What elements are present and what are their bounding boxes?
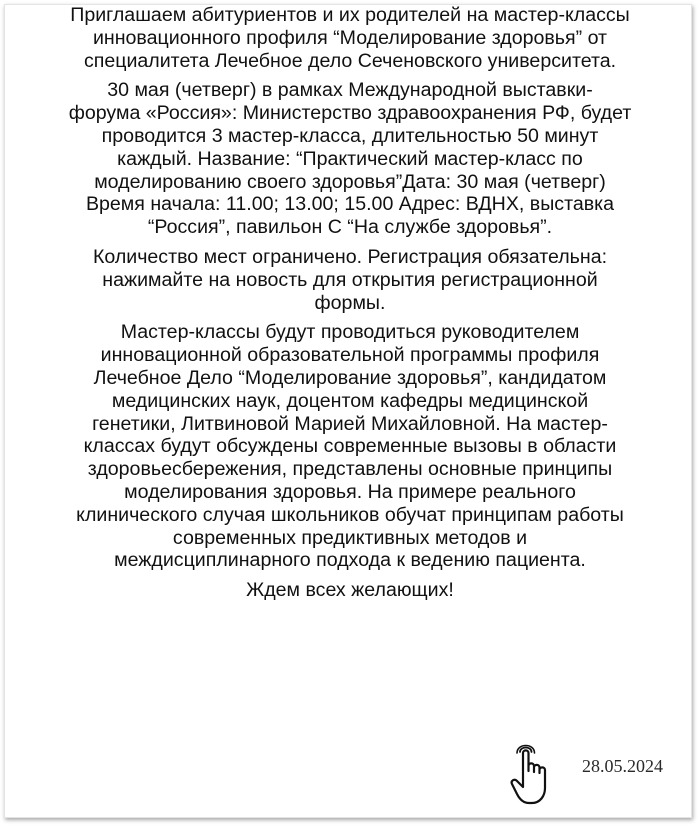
text-line: специалитета Лечебное дело Сеченовского университета.	[83, 49, 617, 72]
text-line: междисциплинарного подхода к ведению пациента.	[114, 549, 586, 572]
text-line: медицинских наук, доцентом кафедры медицинской	[111, 389, 589, 412]
text-line: моделированию своего здоровья”Дата: 30 мая (четверг)	[94, 170, 606, 193]
registration-paragraph	[8, 246, 692, 314]
text-line: каждый. Название: “Практический мастер-класс по	[117, 147, 583, 170]
announcement-text[interactable]	[8, 4, 692, 602]
text-line: 30 мая (четверг) в рамках Международной выставки-	[107, 79, 593, 102]
text-line: инновационного профиля “Моделирование здоровья” от	[92, 26, 608, 49]
text-line: Приглашаем абитуриентов и их родителей на мастер-классы	[70, 4, 630, 26]
event-details-paragraph	[8, 79, 692, 239]
publication-date: 28.05.2024	[582, 756, 663, 776]
text-line: клинического случая школьников обучат принципам работы	[76, 503, 624, 526]
text-line: генетики, Литвиновой Марией Михайловной. На мастер-	[92, 412, 608, 435]
text-line: инновационной образовательной программы профиля	[100, 344, 600, 367]
text-line: классах будут обсуждены современные вызовы в области	[83, 435, 617, 458]
intro-paragraph	[8, 4, 692, 72]
text-line: моделирования здоровья. На примере реального	[124, 480, 576, 503]
text-line: Количество мест ограничено. Регистрация обязательна:	[92, 245, 608, 268]
text-line: формы.	[314, 291, 386, 314]
closing-paragraph	[8, 579, 692, 602]
text-line: Мастер-классы будут проводиться руководителем	[120, 321, 580, 344]
text-line: здоровьесбережения, представлены основные принципы	[87, 458, 613, 481]
text-line: форума «Россия»: Министерство здравоохранения РФ, будет	[68, 102, 632, 125]
text-line: Лечебное Дело “Моделирование здоровья”, кандидатом	[93, 366, 607, 389]
text-line: нажимайте на новость для открытия регистрационной	[102, 268, 598, 291]
text-line: проводится 3 мастер-класса, длительностью 50 минут	[101, 124, 599, 147]
text-line: Время начала: 11.00; 13.00; 15.00 Адрес: ВДНХ, выставка	[85, 193, 615, 216]
host-paragraph	[8, 321, 692, 572]
text-line: современных предиктивных методов и	[172, 526, 528, 549]
text-line: Ждем всех желающих!	[246, 579, 454, 602]
hand-pointer-icon[interactable]	[509, 744, 555, 806]
text-line: “Россия”, павильон С “На службе здоровья”.	[147, 216, 553, 239]
